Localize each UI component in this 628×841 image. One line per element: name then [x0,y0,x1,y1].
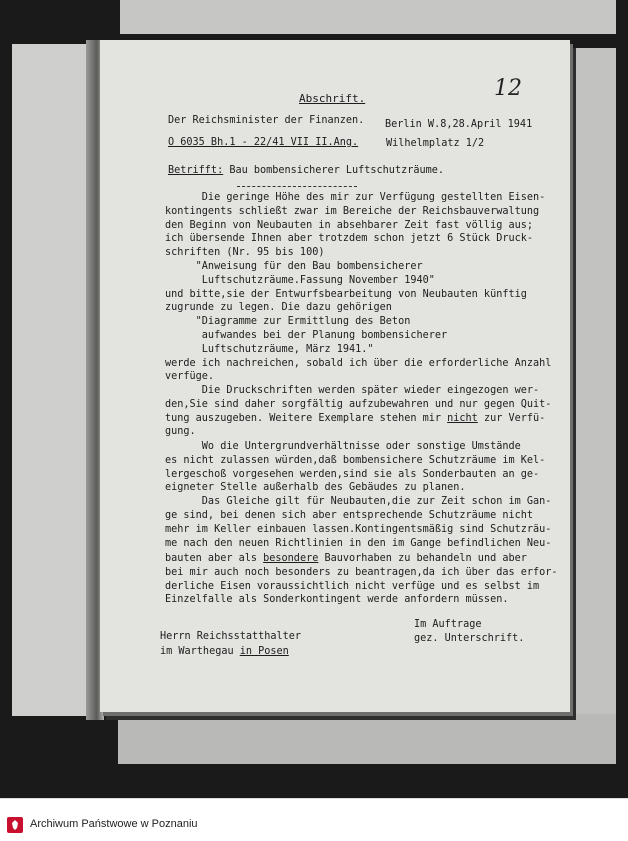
text-line: schriften (Nr. 95 bis 100) [165,247,325,259]
body-paragraph-4 [165,552,558,607]
body-paragraph-3 [165,440,551,550]
body-paragraph-2 [165,384,551,439]
subject-underline [237,186,357,187]
background-card [120,0,616,34]
archive-name: Archiwum Państwowe w Poznaniu [30,818,198,830]
recipient-region: im Warthegau [160,646,240,657]
closing-signature: gez. Unterschrift. [414,633,525,644]
text-line: zugrunde zu legen. Die dazu gehörigen [165,302,392,314]
text-line: Wo die Untergrundverhältnisse oder sonstige Umstände [165,441,521,452]
subject-text: Bau bombensicherer Luftschutzräume. [229,165,445,176]
recipient-line-1: Herrn Reichsstatthalter [160,631,302,642]
text-line: lergeschoß vorgesehen werden,sind sie als Sonderbauten an ge- [165,468,540,480]
subject-label: Betrifft: [168,165,224,176]
underlined-nicht: nicht [447,412,478,424]
para2-text: Die Druckschriften werden später wieder eingezogen wer- den,Sie sind daher sorgfältig aufzubewahren und nur gegen Quit- tung auszugeben. Weitere Exemplare stehen mir [165,385,552,424]
text-line: es nicht zulassen würden,daß bombensichere Schutzräume im Kel- [165,454,546,466]
para4-text-end: Bauvorhaben zu behandeln und aber bei mir auch noch besonders zu beantragen,da ich über das erfor- derliche Eisen voraussichtlich nicht verfüge und es selbst im Einzelfalle als Sonderkontingent werde anfordern müssen. [165,553,558,606]
text-line: "Anweisung für den Bau bombensicherer [165,260,423,272]
text-line: Die geringe Höhe des mir zur Verfügung gestellten Eisen- [165,192,546,203]
subject-line [168,164,444,178]
address-street: Wilhelmplatz 1/2 [386,138,485,149]
text-line: kontingents schließt zwar im Bereiche der Reichsbauverwaltung [165,205,540,217]
reference-number: O 6035 Bh.1 - 22/41 VII II.Ang. [168,137,359,148]
background-card-bottom [118,714,616,764]
recipient-line-2 [160,645,289,659]
text-line: verfüge. [165,371,215,383]
text-line: Luftschutzräume, März 1941." [165,343,374,355]
document-heading: Abschrift. [299,92,366,105]
background-card-right [572,48,616,764]
text-line: ich übersende Ihnen aber trotzdem schon jetzt 6 Stück Druck- [165,233,534,245]
text-line: ge sind, bei denen sich aber entsprechende Schutzräume nicht [165,509,534,521]
para2-text-end: zur Verfü- gung. [165,412,546,438]
recipient-place: in Posen [239,646,289,657]
sender-line: Der Reichsminister der Finanzen. [168,115,365,126]
text-line: Luftschutzräume.Fassung November 1940" [165,274,435,286]
archive-eagle-icon [6,816,24,834]
body-paragraph-1 [165,191,551,384]
text-line: me nach den neuen Richtlinien in den im Gange befindlichen Neu- [165,537,552,549]
text-line: "Diagramme zur Ermittlung des Beton [165,316,411,328]
text-line: mehr im Keller einbauen lassen.Kontingentsmäßig sind Schutzräu- [165,523,552,535]
text-line: den Beginn von Neubauten in absehbarer Zeit fast völlig aus; [165,219,534,231]
place-date: Berlin W.8,28.April 1941 [385,119,533,130]
text-line: eigneter Stelle außerhalb des Gebäudes zu planen. [165,482,466,494]
text-line: Das Gleiche gilt für Neubauten,die zur Zeit schon im Gan- [165,496,552,508]
closing-im-auftrage: Im Auftrage [414,619,482,630]
text-line: aufwandes bei der Planung bombensicherer [165,329,448,341]
handwritten-page-number: 12 [494,76,522,101]
underlined-besondere: besondere [263,553,319,564]
para4-text: bauten aber als [165,553,264,564]
text-line: werde ich nachreichen, sobald ich über die erforderliche Anzahl [165,357,552,369]
text-line: und bitte,sie der Entwurfsbearbeitung von Neubauten künftig [165,288,527,300]
